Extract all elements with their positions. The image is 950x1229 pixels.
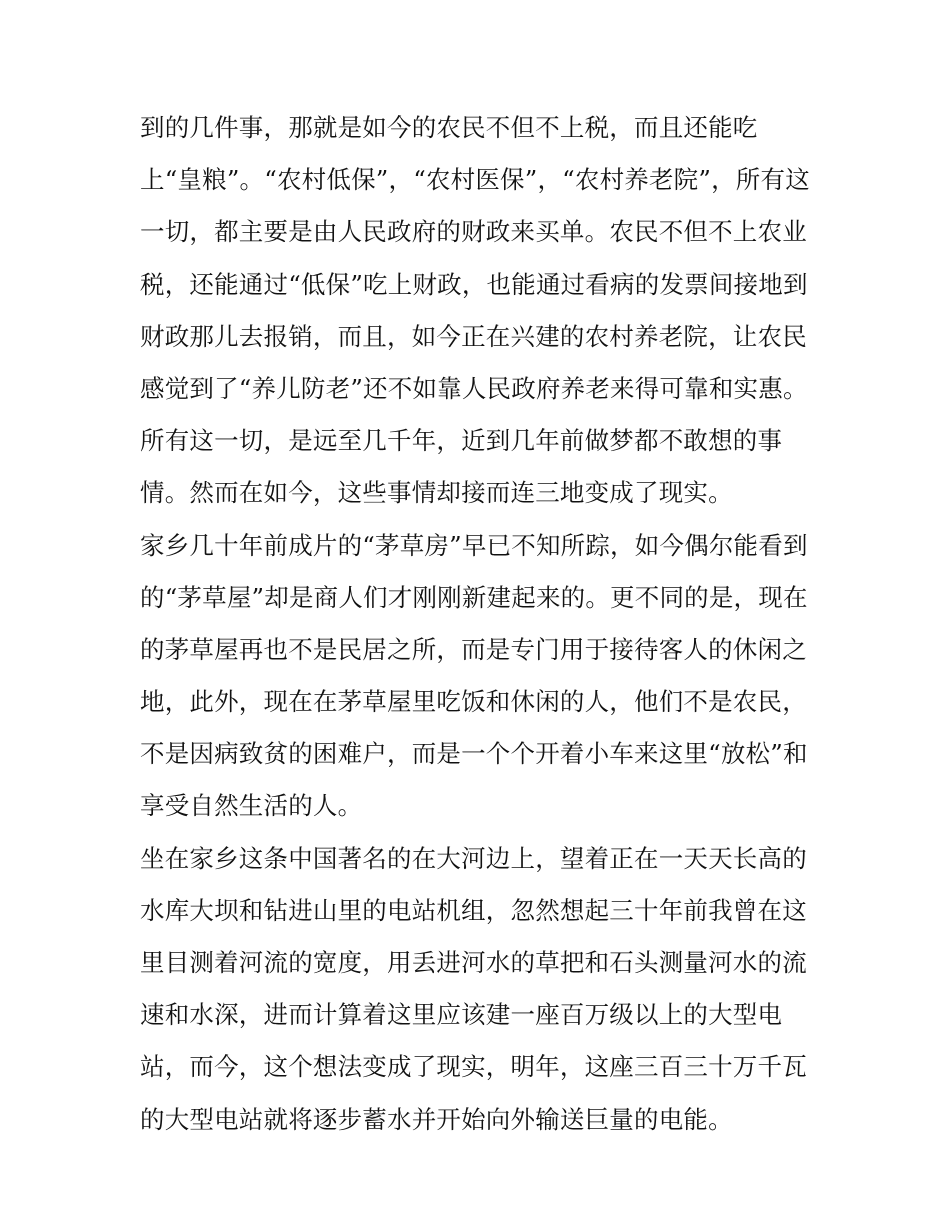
text-line: 不是因病致贫的困难户，而是一个个开着小车来这里“放松”和 bbox=[140, 739, 808, 769]
text-line: 税，还能通过“低保”吃上财政，也能通过看病的发票间接地到 bbox=[140, 269, 808, 299]
text-line: 地，此外，现在在茅草屋里吃饭和休闲的人，他们不是农民， bbox=[140, 687, 807, 717]
text-line: 的“茅草屋”却是商人们才刚刚新建起来的。更不同的是，现在 bbox=[140, 582, 808, 612]
text-line: 所有这一切，是远至几千年，近到几年前做梦都不敢想的事 bbox=[140, 426, 783, 456]
text-line: 水库大坝和钻进山里的电站机组，忽然想起三十年前我曾在这 bbox=[140, 895, 807, 925]
text-line: 里目测着河流的宽度，用丢进河水的草把和石头测量河水的流 bbox=[140, 948, 807, 977]
text-line: 的茅草屋再也不是民居之所，而是专门用于接待客人的休闲之 bbox=[140, 634, 807, 664]
text-line: 感觉到了“养儿防老”还不如靠人民政府养老来得可靠和实惠。 bbox=[140, 373, 808, 403]
text-line: 一切，都主要是由人民政府的财政来买单。农民不但不上农业 bbox=[140, 217, 807, 247]
text-line: 到的几件事，那就是如今的农民不但不上税，而且还能吃 bbox=[140, 113, 758, 142]
text-line: 享受自然生活的人。 bbox=[140, 791, 363, 821]
text-line: 上“皇粮”。“农村低保”，“农村医保”，“农村养老院”，所有这 bbox=[140, 165, 810, 195]
text-line: 的大型电站就将逐步蓄水并开始向外输送巨量的电能。 bbox=[140, 1104, 733, 1134]
text-line: 坐在家乡这条中国著名的在大河边上，望着正在一天天长高的 bbox=[140, 843, 807, 873]
text-line: 情。然而在如今，这些事情却接而连三地变成了现实。 bbox=[140, 478, 733, 508]
text-line: 速和水深，进而计算着这里应该建一座百万级以上的大型电 bbox=[140, 1000, 783, 1030]
text-line: 家乡几十年前成片的“茅草房”早已不知所踪，如今偶尔能看到 bbox=[140, 530, 808, 560]
text-line: 站，而今，这个想法变成了现实，明年，这座三百三十万千瓦 bbox=[140, 1052, 807, 1082]
text-line: 财政那儿去报销，而且，如今正在兴建的农村养老院，让农民 bbox=[140, 321, 807, 351]
article-body bbox=[140, 102, 820, 1146]
